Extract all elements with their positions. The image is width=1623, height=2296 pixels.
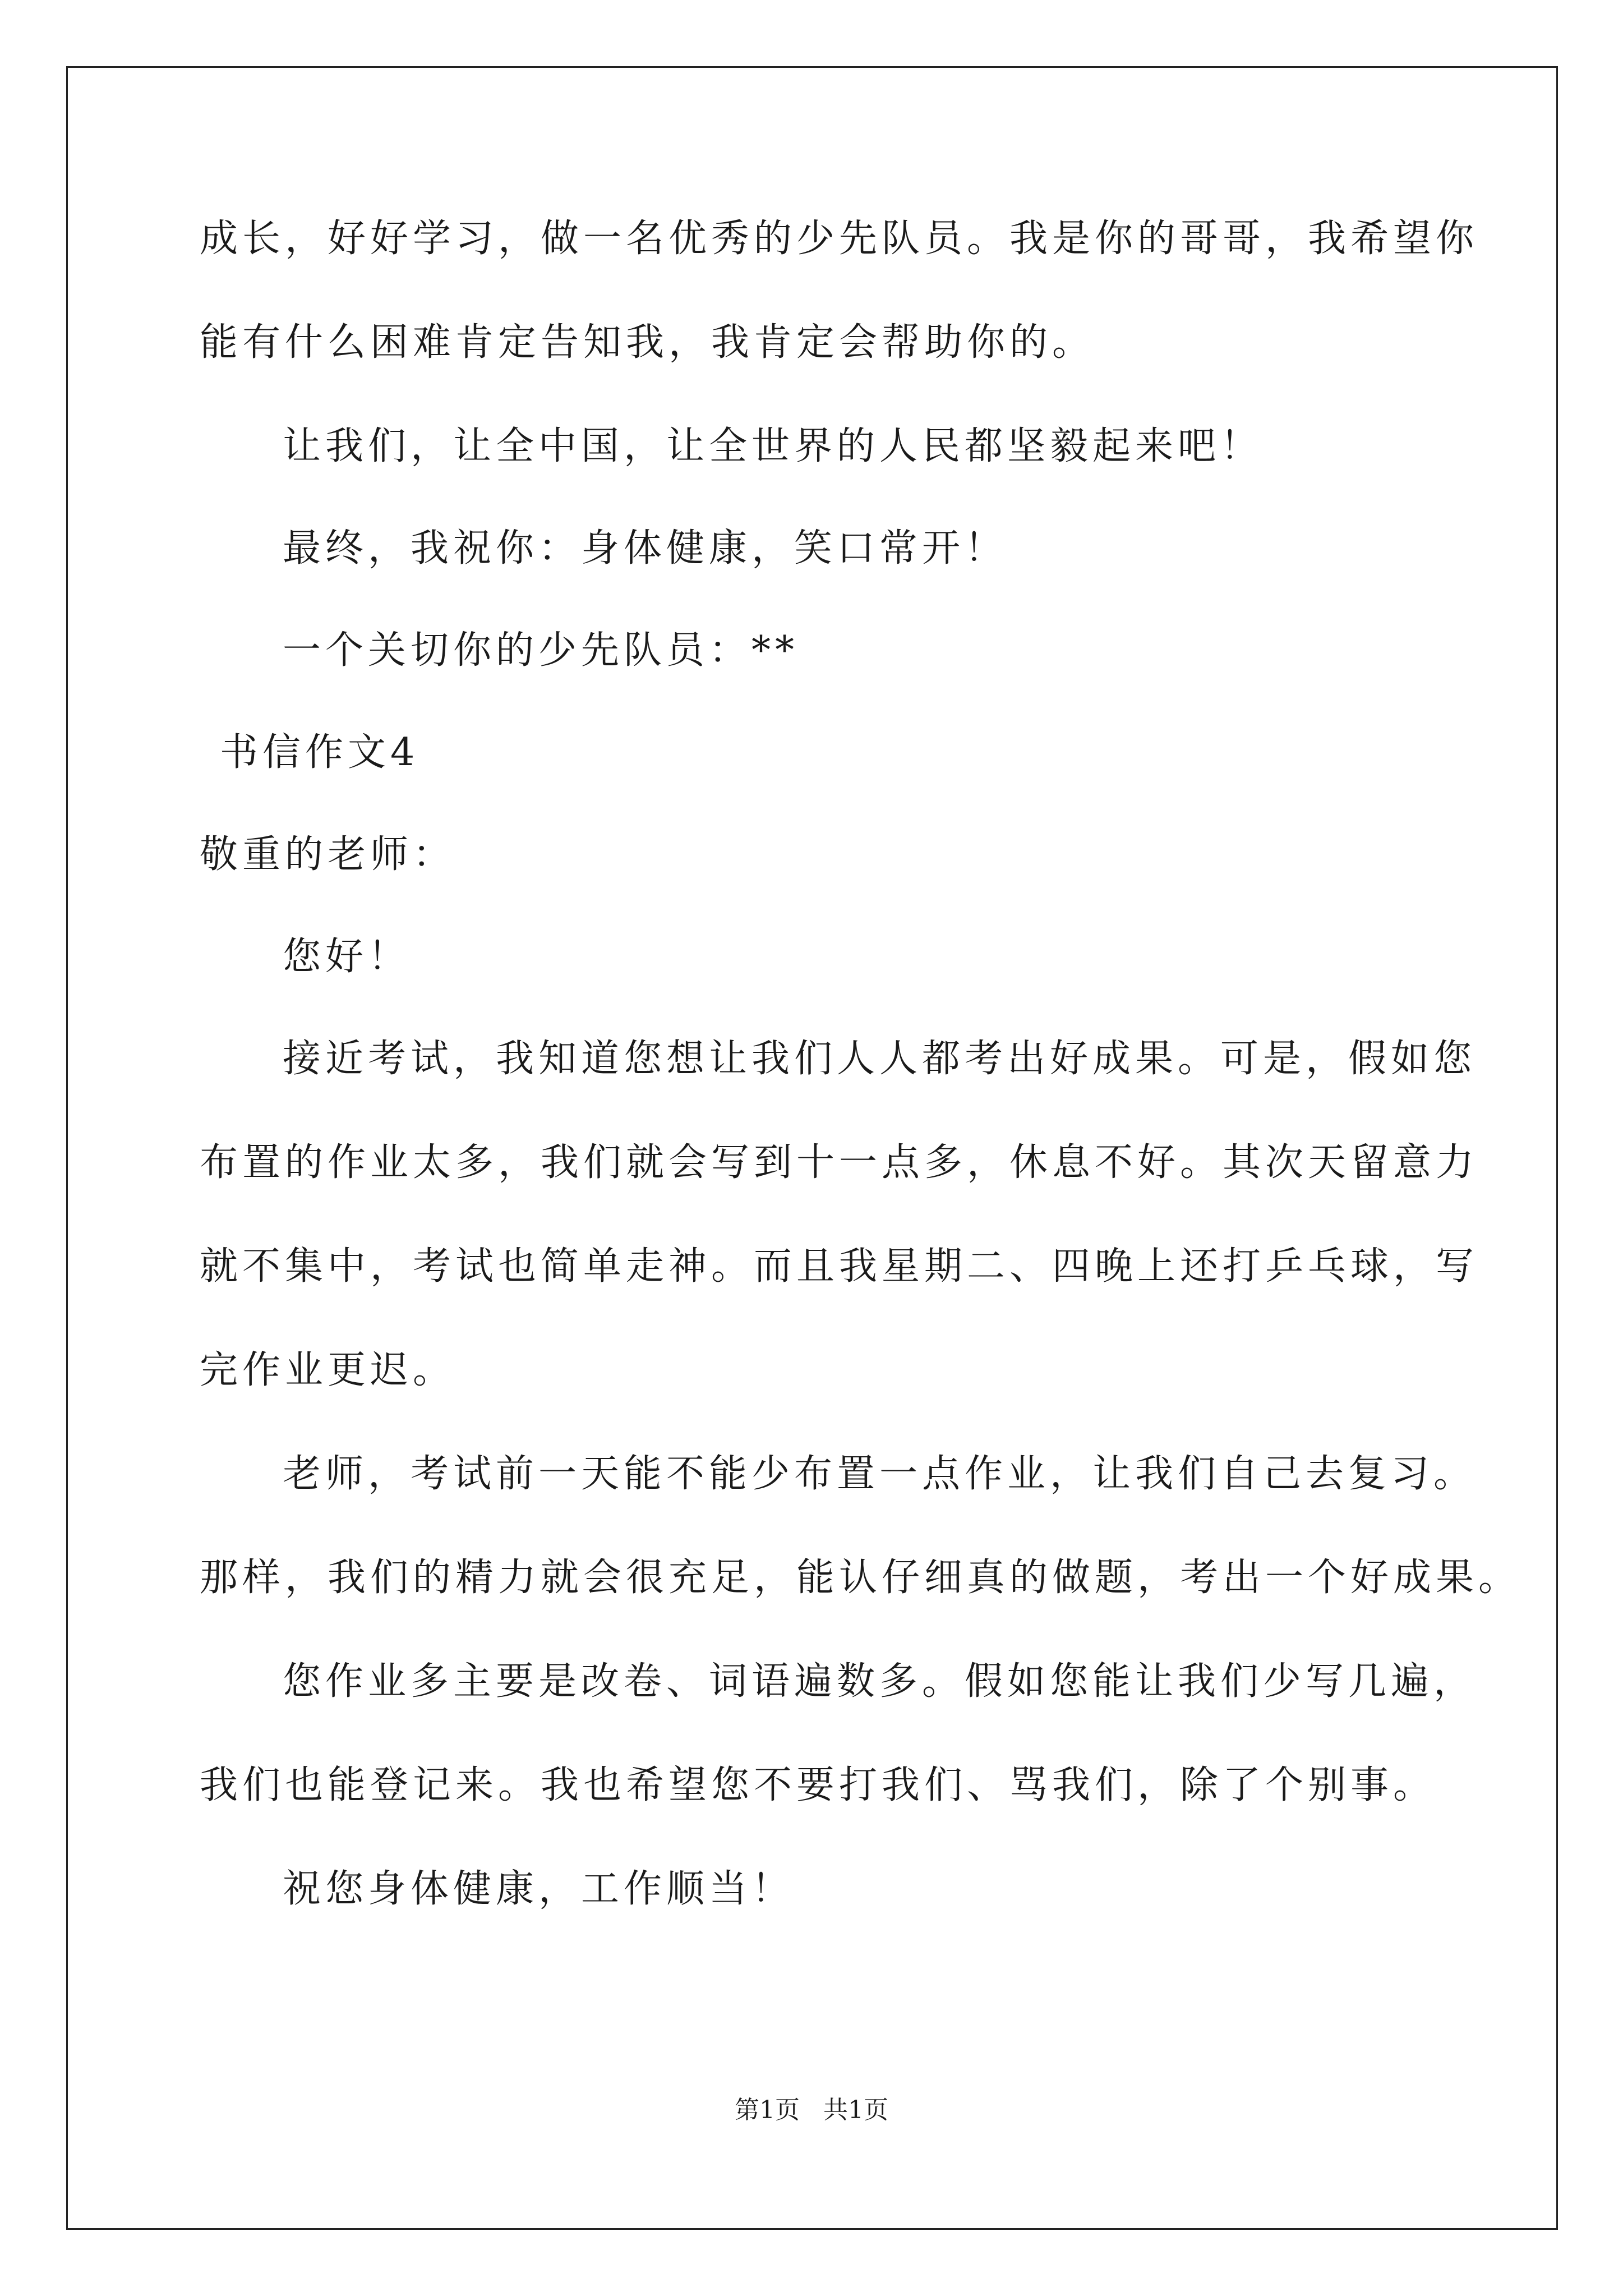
closing-line: 祝您身体健康，工作顺当！ [283, 1867, 795, 1911]
page-footer [0, 2093, 1623, 2127]
paragraph-line: 完作业更迟。 [200, 1348, 456, 1392]
page-number: 第1页 [735, 2096, 800, 2124]
paragraph-line: 让我们，让全中国，让全世界的人民都坚毅起来吧！ [283, 424, 1264, 468]
paragraph-line: 最终，我祝你：身体健康，笑口常开！ [283, 526, 1008, 570]
paragraph-line: 您作业多主要是改卷、词语遍数多。假如您能让我们少写几遍， [283, 1659, 1477, 1704]
signature-line: 一个关切你的少先队员：** [283, 628, 799, 673]
page-total: 共1页 [823, 2096, 888, 2124]
paragraph-line: 我们也能登记来。我也希望您不要打我们、骂我们，除了个别事。 [200, 1763, 1436, 1807]
paragraph-line: 接近考试，我知道您想让我们人人都考出好成果。可是，假如您 [283, 1037, 1477, 1081]
greeting: 您好！ [283, 935, 411, 979]
paragraph-line: 那样，我们的精力就会很充足，能认仔细真的做题，考出一个好成果。 [200, 1556, 1521, 1600]
paragraph-line: 老师，考试前一天能不能少布置一点作业，让我们自己去复习。 [283, 1452, 1477, 1496]
paragraph-line: 成长，好好学习，做一名优秀的少先队员。我是你的哥哥，我希望你 [200, 217, 1479, 261]
paragraph-line: 能有什么困难肯定告知我，我肯定会帮助你的。 [200, 320, 1095, 365]
document-body [200, 213, 1521, 1915]
salutation: 敬重的老师： [200, 832, 456, 877]
paragraph-line: 就不集中，考试也简单走神。而且我星期二、四晚上还打乒乓球，写 [200, 1244, 1479, 1289]
section-heading: 书信作文4 [220, 730, 419, 775]
paragraph-line: 布置的作业太多，我们就会写到十一点多，休息不好。其次天留意力 [200, 1140, 1479, 1185]
